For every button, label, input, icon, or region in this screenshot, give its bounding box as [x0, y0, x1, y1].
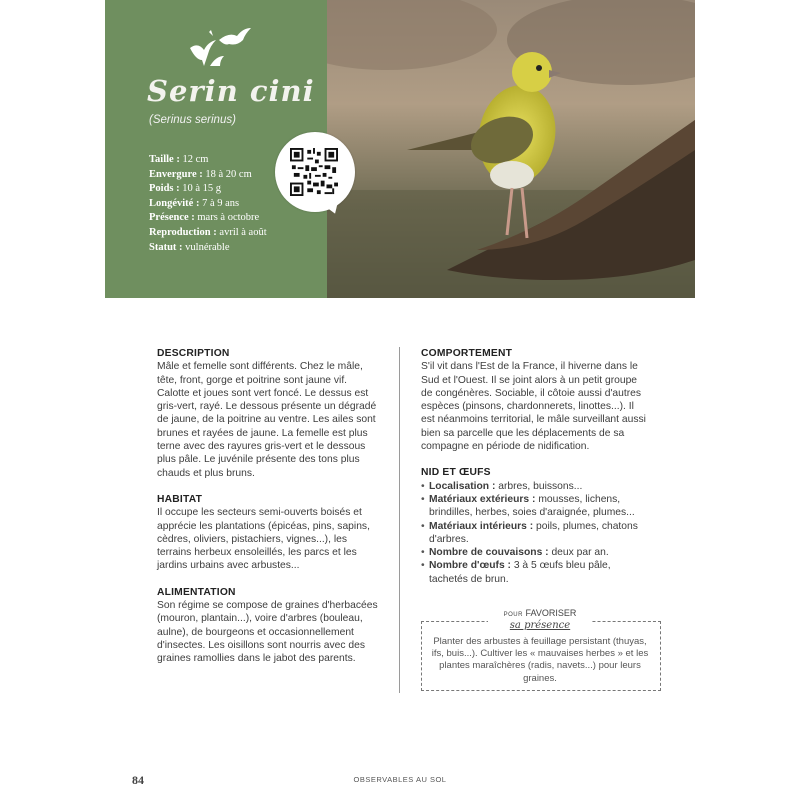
favoriser-label: POUR FAVORISER sa présence: [488, 608, 592, 631]
comportement-heading: COMPORTEMENT: [421, 348, 513, 359]
habitat-text: Il occupe les secteurs semi-ouverts boisés et apprécie les plantations (épicéas, pins, sapins, cèdres, oliviers, pistachiers, vignes...), les terrains herbeux ensoleillés, les parcs et les jardins urbains avec arbustes...: [157, 507, 370, 572]
description-heading: DESCRIPTION: [157, 348, 230, 359]
left-column: [157, 347, 379, 679]
comportement-text: S'il vit dans l'Est de la France, il hiverne dans le Sud et l'Ouest. Il se joint alors à un petit groupe de congénères. Sociable, il côtoie aussi d'autres espèces (pinsons, chardonnerets, linottes...). Il est néanmoins territorial, le mâle surveillant aussi bien sa parcelle que les déplacements de sa compagne en période de nidification.: [421, 361, 646, 453]
species-title: Serin cini: [147, 74, 315, 108]
page-number: 84: [132, 773, 144, 787]
fact-row: Poids : 10 à 15 g: [149, 183, 222, 195]
fact-row: Présence : mars à octobre: [149, 212, 260, 224]
nid-heading: NID ET ŒUFS: [421, 467, 491, 479]
description-text: Mâle et femelle sont différents. Chez le mâle, tête, front, gorge et poitrine sont jaune vif. Calotte et joues sont vert foncé. Le dessus est gris-vert, rayé. Le dessous présente un dégradé de jaune, de la poitrine au ventre. Les ailes sont brunes et rayées de jaune. La femelle est plus terne avec des rayures gris-vert et le dessous plus pâle. Le juvénile présente des tons plus chauds et plus bruns.: [157, 361, 377, 479]
species-header: [105, 0, 695, 298]
list-item: • Localisation : arbres, buissons...: [421, 480, 649, 493]
alimentation-heading: ALIMENTATION: [157, 586, 236, 598]
fact-row: Statut : vulnérable: [149, 241, 230, 253]
section-footer: OBSERVABLES AU SOL: [353, 775, 447, 784]
fact-row: Taille : 12 cm: [149, 154, 209, 165]
alimentation-text: Son régime se compose de graines d'herbacées (mouron, plantain...), voire d'arbres (bouleau, aulne), de bourgeons et occasionnellement d'insectes. Les oisillons sont nourris avec des graines ramollies dans le jabot des parents.: [157, 600, 378, 665]
list-item: • Matériaux extérieurs : mousses, lichens, brindilles, herbes, soies d'araignée, plumes...: [421, 493, 649, 520]
qr-code-icon[interactable]: [290, 148, 338, 196]
flying-birds-icon: [185, 26, 255, 70]
fact-row: Longévité : 7 à 9 ans: [149, 197, 240, 209]
right-column: [421, 347, 649, 586]
habitat-heading: HABITAT: [157, 493, 203, 505]
facts-list: [149, 153, 267, 255]
list-item: • Matériaux intérieurs : poils, plumes, chatons d'arbres.: [421, 520, 649, 547]
list-item: • Nombre de couvaisons : deux par an.: [421, 546, 649, 559]
favoriser-text: Planter des arbustes à feuillage persistant (thuyas, ifs, buis...). Cultiver les « mauvaises herbes » et les plantes maraîchères (radis, navets...) pour leurs graines.: [431, 636, 649, 684]
list-item: • Nombre d'œufs : 3 à 5 œufs bleu pâle, tachetés de brun.: [421, 559, 649, 586]
fact-row: Reproduction : avril à août: [149, 226, 267, 238]
bird-photo: [327, 0, 695, 298]
column-divider: [399, 347, 400, 693]
fact-row: Envergure : 18 à 20 cm: [149, 168, 252, 180]
nid-list: [421, 480, 649, 586]
scientific-name: (Serinus serinus): [149, 114, 236, 126]
